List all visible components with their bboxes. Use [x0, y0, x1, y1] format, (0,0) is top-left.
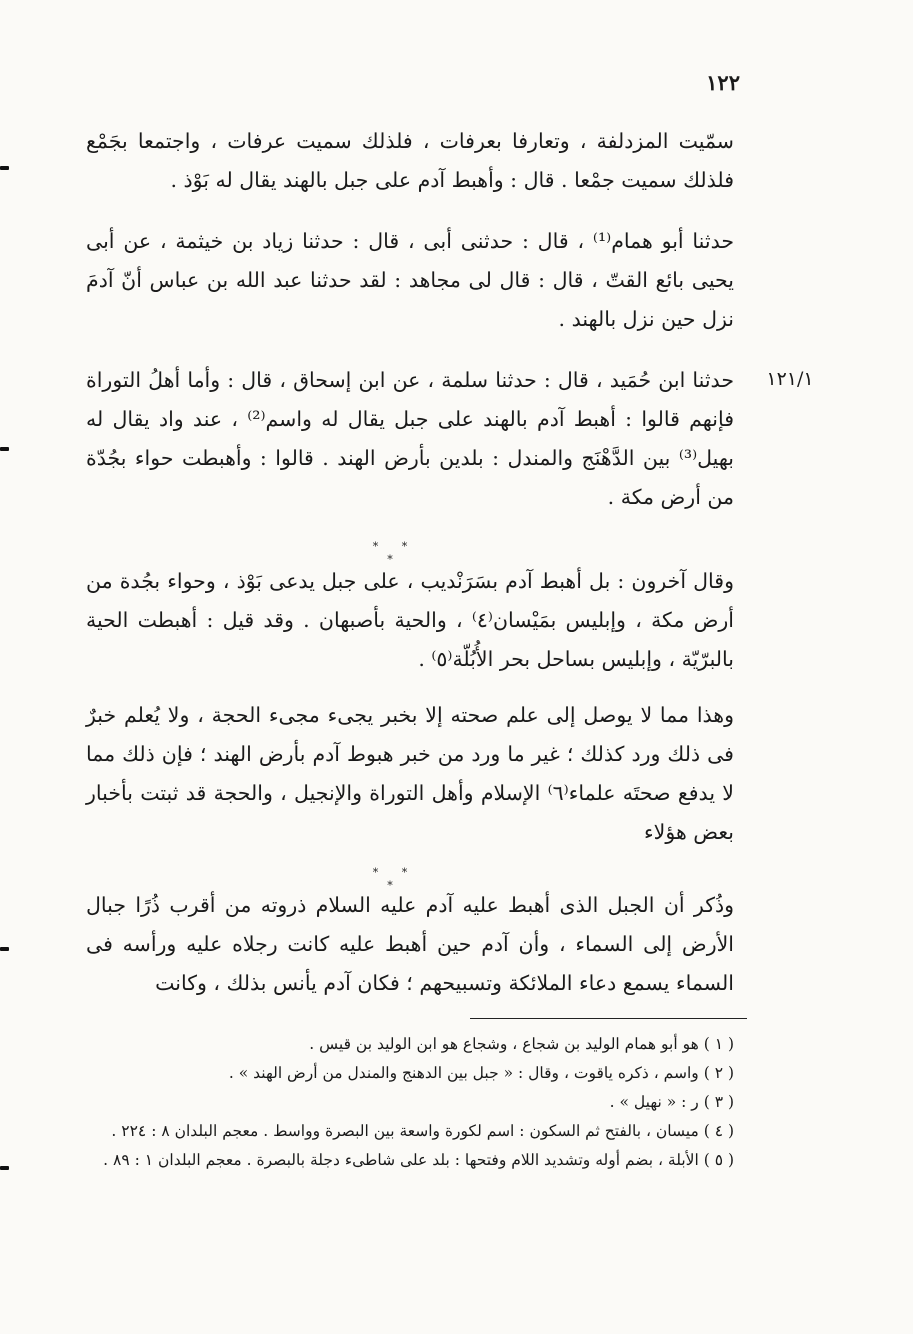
edge-mark	[0, 1166, 9, 1170]
edge-mark	[0, 947, 9, 951]
section-separator-2: * * *	[372, 866, 418, 892]
edge-mark	[0, 166, 9, 170]
paragraph-2: حدثنا أبو همام⁽¹⁾ ، قال : حدثنى أبى ، قال : حدثنا زياد بن خيثمة ، عن أبى يحيى بائع القتّ ، قال : قال لى مجاهد : لقد حدثنا عبد الله بن عباس أنّ آدمَ نزل حين نزل بالهند .	[86, 229, 735, 331]
page-number: ١٢٢	[706, 70, 740, 95]
footnote-4: ( ٤ ) ميسان ، بالفتح ثم السكون : اسم لكورة واسعة بين البصرة وواسط . معجم البلدان ٨ : ٢٢٤ .	[111, 1122, 734, 1140]
footnote-2: ( ٢ ) واسم ، ذكره ياقوت ، وقال : « جبل بين الدهنج والمندل من أرض الهند » .	[228, 1064, 734, 1082]
footnote-5: ( ٥ ) الأبلة ، بضم أوله وتشديد اللام وفتحها : بلد على شاطىء دجلة بالبصرة . معجم البلدان ١ : ٨٩ .	[103, 1151, 734, 1169]
paragraph-6: وذُكر أن الجبل الذى أهبط عليه آدم عليه السلام ذروته من أقرب ذُرًا جبال الأرض إلى السماء ، وأن آدم حين أهبط عليه كانت رجلاه عليه ورأسه فى السماء يسمع دعاء الملائكة وتسبيحهم ؛ فكان آدم يأنس بذلك ، وكانت	[86, 893, 734, 995]
section-separator-1: * * *	[372, 540, 418, 566]
footnotes	[98, 1030, 734, 1175]
paragraph-5: وهذا مما لا يوصل إلى علم صحته إلا بخبر يجىء مجىء الحجة ، ولا يُعلم خبرٌ فى ذلك ورد كذلك ؛ غير ما ورد من خبر هبوط آدم بأرض الهند ؛ فإن ذلك مما لا يدفع صحتَه علماء⁽٦⁾ الإسلام وأهل التوراة والإنجيل ، والحجة قد ثبتت بأخبار بعض هؤلاء	[86, 703, 735, 844]
footnote-3: ( ٣ ) ر : « نهيل » .	[609, 1093, 734, 1111]
footnote-1: ( ١ ) هو أبو همام الوليد بن شجاع ، وشجاع هو ابن الوليد بن قيس .	[309, 1035, 734, 1053]
paragraph-4: وقال آخرون : بل أهبط آدم بسَرَنْديب ، على جبل يدعى بَوْذ ، وحواء بجُدة من أرض مكة ، وإبليس بمَيْسان⁽٤⁾ ، والحية بأصبهان . وقد قيل : أهبطت الحية بالبرّيّة ، وإبليس بساحل بحر الأُبُلّة⁽٥⁾ .	[86, 569, 734, 671]
paragraph-3: حدثنا ابن حُمَيد ، قال : حدثنا سلمة ، عن ابن إسحاق ، قال : وأما أهلُ التوراة فإنهم قالوا : أهبط آدم بالهند على جبل يقال له واسم⁽²⁾ ، عند واد يقال له بهيل⁽³⁾ بين الدَّهْنَج والمندل : بلدين بأرض الهند . قالوا : وأهبطت حواء بجُدّة من أرض مكة .	[86, 368, 734, 509]
margin-reference: ١٢١/١	[766, 368, 814, 390]
edge-mark	[0, 447, 9, 451]
footnote-rule	[470, 1018, 747, 1019]
paragraph-1: سمّيت المزدلفة ، وتعارفا بعرفات ، فلذلك سميت عرفات ، واجتمعا بجَمْع فلذلك سميت جمْعا . قال : وأهبط آدم على جبل بالهند يقال له بَوْذ .	[86, 129, 734, 192]
